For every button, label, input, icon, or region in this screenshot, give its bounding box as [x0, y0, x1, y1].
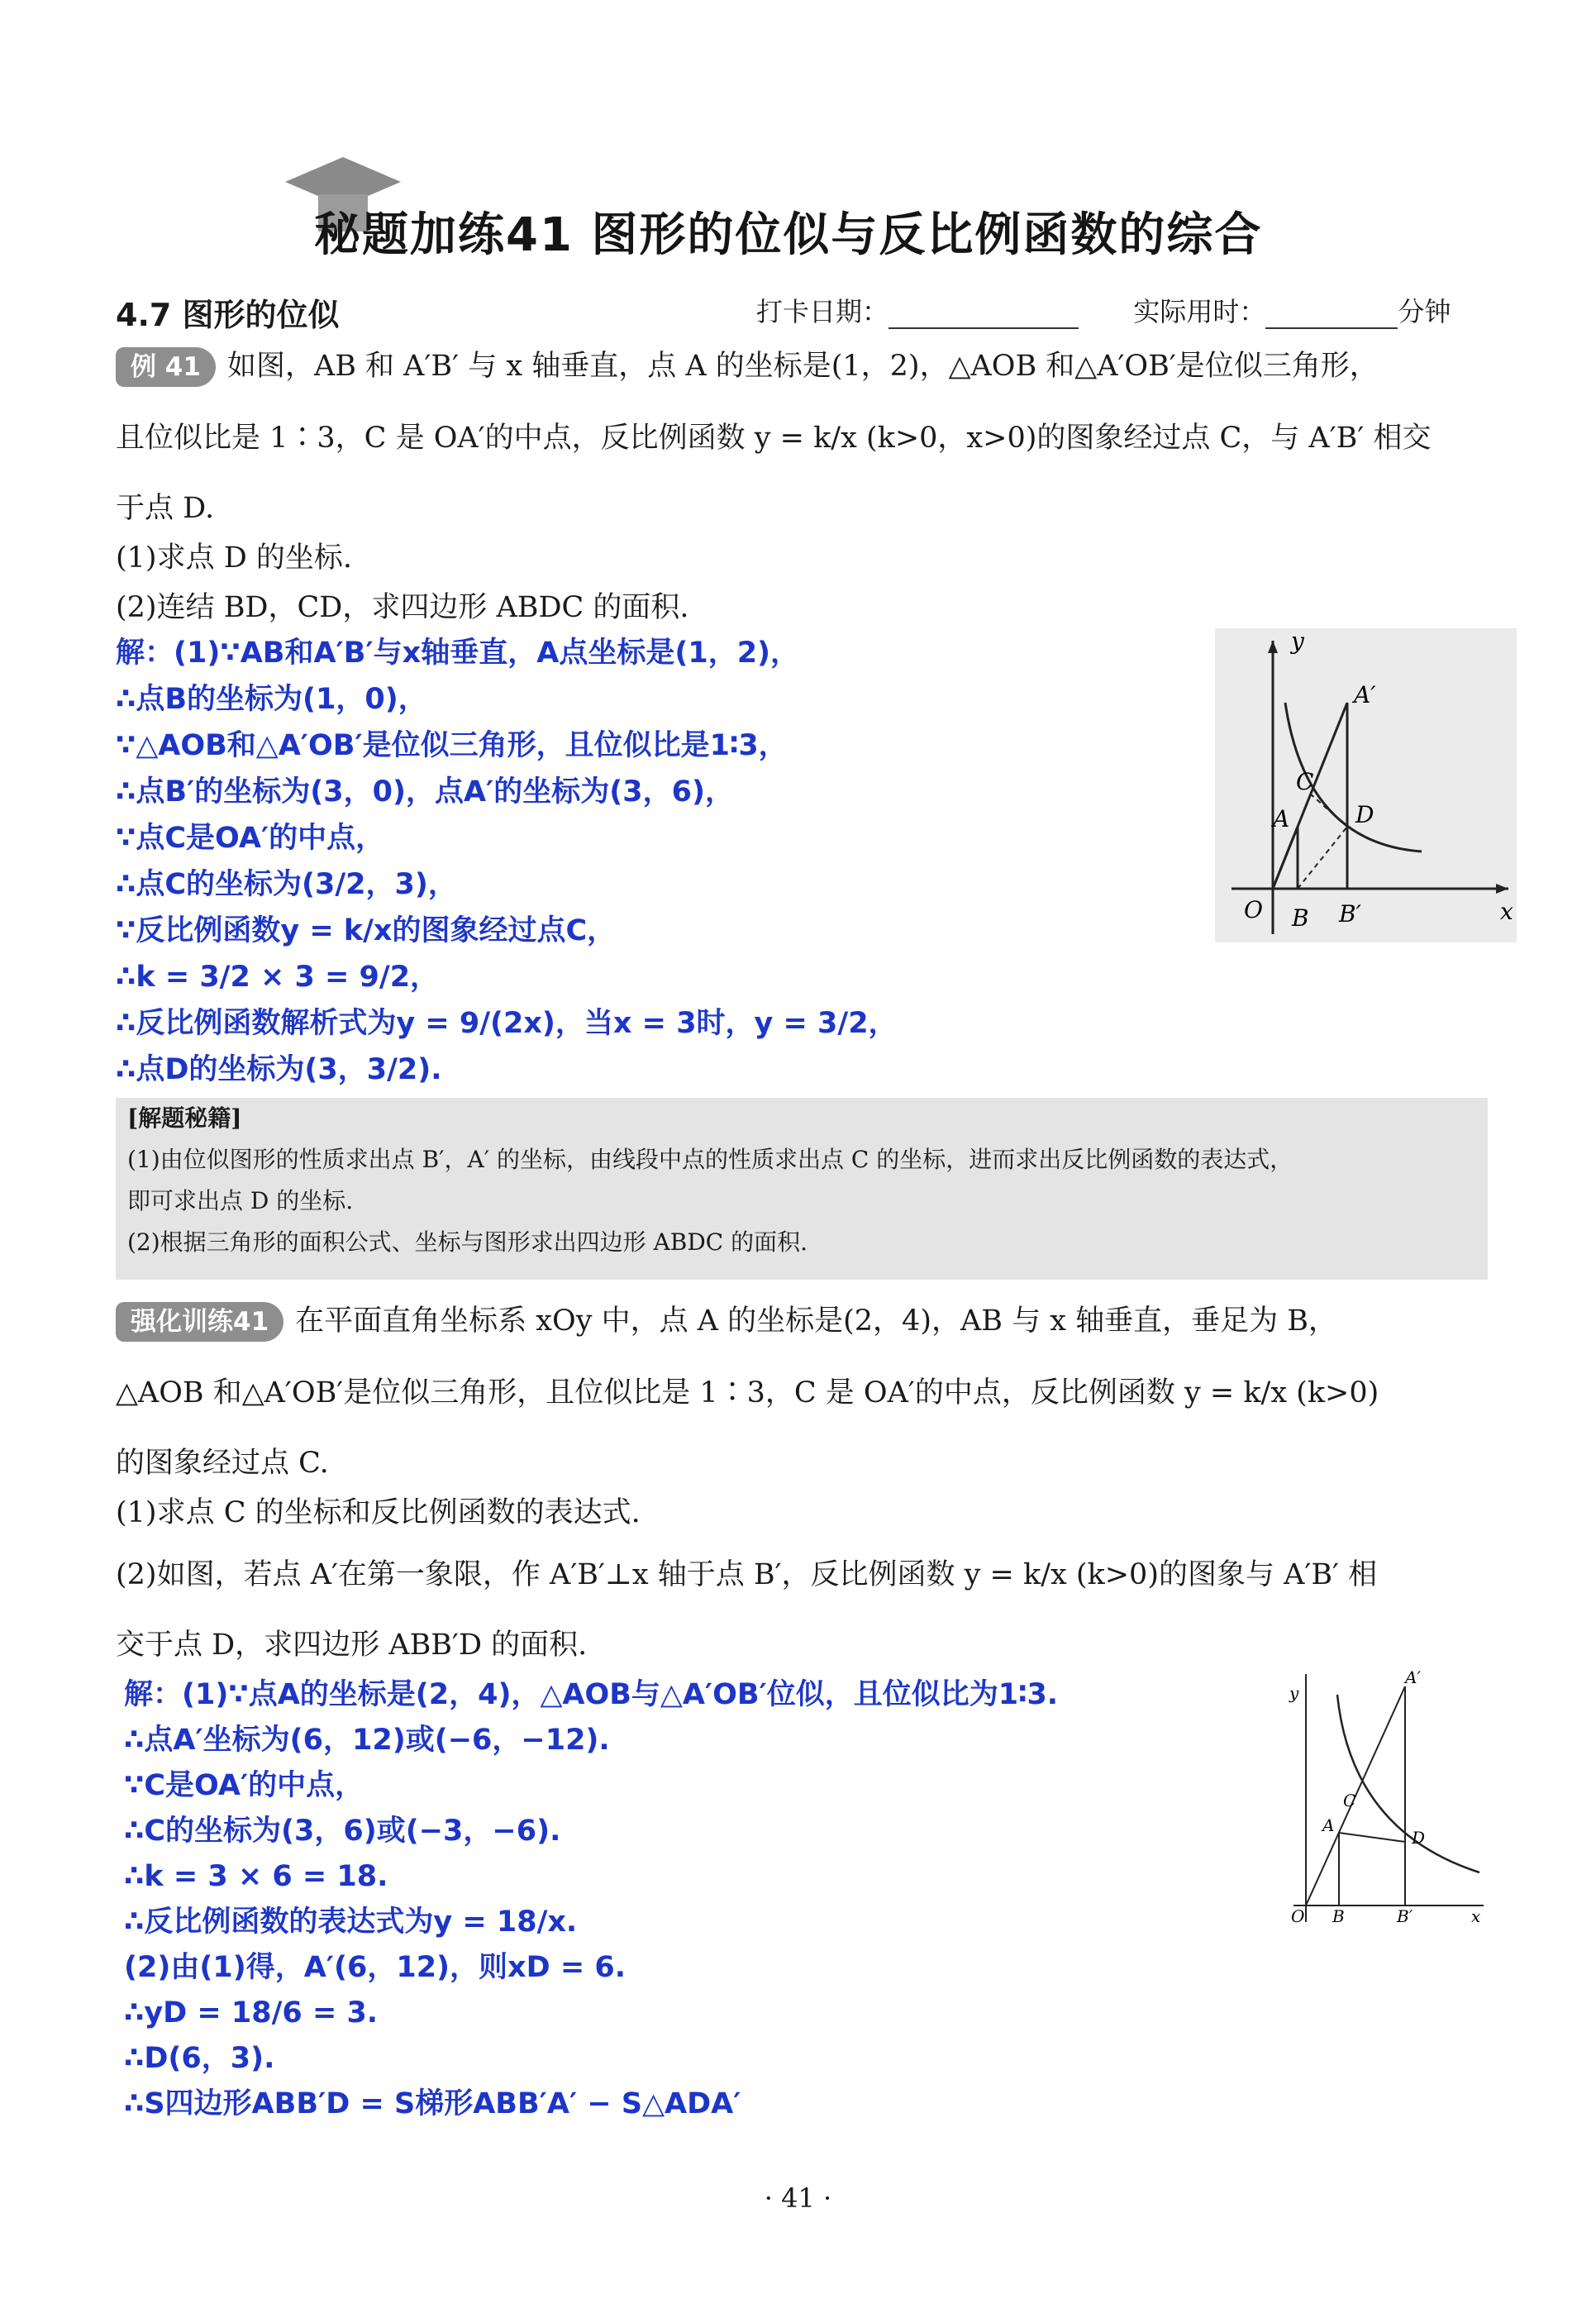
time-used-label: 实际用时：	[1133, 296, 1266, 327]
tips-line: (1)由位似图形的性质求出点 B′，A′ 的坐标，由线段中点的性质求出点 C 的坐标，进而求出反比例函数的表达式，	[127, 1146, 1293, 1173]
section-heading: 4.7 图形的位似	[116, 297, 340, 333]
training-question-1: (1)求点 C 的坐标和反比例函数的表达式.	[116, 1496, 641, 1529]
solution-line: 解：(1)∵AB和A′B′与x轴垂直，A点坐标是(1，2)，	[116, 637, 800, 670]
training-figure-svg	[1273, 1670, 1488, 1934]
example-question-2: (2)连结 BD，CD，求四边形 ABDC 的面积.	[116, 591, 689, 624]
training-solution-line: ∵C是OA′的中点，	[124, 1769, 364, 1802]
solution-line: ∴k = 3/2 × 3 = 9/2，	[116, 961, 440, 994]
solution-line: ∵点C是OA′的中点，	[116, 822, 385, 855]
example-question-1: (1)求点 D 的坐标.	[116, 541, 353, 575]
solution-line: ∴点B的坐标为(1，0)，	[116, 683, 427, 716]
example-figure-svg	[1215, 628, 1517, 942]
example-figure	[1215, 628, 1517, 942]
example-badge: 例 41	[116, 347, 216, 387]
training-figure	[1273, 1670, 1488, 1934]
fig2-label-x: x	[1471, 1906, 1481, 1926]
fig1-label-c: C	[1296, 768, 1314, 795]
time-unit: 分钟	[1398, 296, 1451, 327]
fig2-label-o: O	[1291, 1906, 1305, 1926]
solution-line: ∴点D的坐标为(3，3/2).	[116, 1053, 442, 1086]
training-solution-line: ∴C的坐标为(3，6)或(−3，−6).	[124, 1815, 561, 1848]
training-solution-line: ∴反比例函数的表达式为y = 18/x.	[124, 1905, 578, 1939]
fig2-label-a: A	[1322, 1815, 1335, 1835]
fig1-label-a: A	[1273, 805, 1290, 832]
fig1-label-d: D	[1355, 801, 1374, 828]
training-line: 交于点 D，求四边形 ABB′D 的面积.	[116, 1629, 588, 1662]
fig1-label-b: B	[1292, 904, 1309, 932]
page-number: · 41 ·	[764, 2182, 832, 2214]
solution-line: ∴反比例函数解析式为y = 9/(2x)，当x = 3时，y = 3/2，	[116, 1007, 898, 1040]
training-solution-line: 解：(1)∵点A的坐标是(2，4)，△AOB与△A′OB′位似，且位似比为1∶3.	[124, 1678, 1059, 1711]
training-badge: 强化训练41	[116, 1302, 283, 1342]
example-line: 且位似比是 1∶3，C 是 OA′的中点，反比例函数 y = k/x (k>0，x>0)的图象经过点 C，与 A′B′ 相交	[116, 422, 1432, 455]
training-solution-line: ∴k = 3 × 6 = 18.	[124, 1860, 388, 1893]
training-question-2: (2)如图，若点 A′在第一象限，作 A′B′⊥x 轴于点 B′，反比例函数 y = k/x (k>0)的图象与 A′B′ 相	[116, 1558, 1378, 1591]
fig2-label-y: y	[1289, 1683, 1299, 1703]
example-line: 例 41 如图，AB 和 A′B′ 与 x 轴垂直，点 A 的坐标是(1，2)，△AOB 和△A′OB′是位似三角形，	[116, 347, 1379, 387]
fig1-label-y: y	[1291, 628, 1304, 655]
fig2-label-b: B	[1332, 1906, 1345, 1926]
training-solution-line: ∴yD = 18/6 = 3.	[124, 1996, 379, 2030]
fig2-label-c: C	[1343, 1791, 1356, 1810]
training-line: 的图象经过点 C.	[116, 1447, 329, 1480]
training-solution-line: ∴S四边形ABB′D = S梯形ABB′A′ − S△ADA′	[124, 2087, 741, 2120]
solution-line: ∴点B′的坐标为(3，0)，点A′的坐标为(3，6)，	[116, 775, 734, 808]
tips-line: 即可求出点 D 的坐标.	[127, 1187, 354, 1214]
fig1-label-x: x	[1500, 898, 1513, 925]
time-used-blank[interactable]	[1265, 303, 1398, 329]
fig2-label-d: D	[1412, 1828, 1426, 1848]
checkin-date-label: 打卡日期：	[756, 296, 889, 327]
solution-line: ∵反比例函数y = k/x的图象经过点C，	[116, 914, 617, 947]
checkin-row	[756, 291, 1451, 329]
solution-line: ∵△AOB和△A′OB′是位似三角形，且位似比是1∶3，	[116, 729, 788, 762]
fig2-label-b-prime: B′	[1397, 1906, 1413, 1926]
fig1-label-a-prime: A′	[1354, 681, 1376, 708]
solution-line: ∴点C的坐标为(3/2，3)，	[116, 868, 457, 901]
page-title: 秘题加练41 图形的位似与反比例函数的综合	[314, 208, 1263, 262]
training-line: △AOB 和△A′OB′是位似三角形，且位似比是 1∶3，C 是 OA′的中点，反比例函数 y = k/x (k>0)	[116, 1376, 1379, 1409]
fig2-label-a-prime: A′	[1405, 1670, 1421, 1687]
training-solution-line: ∴D(6，3).	[124, 2042, 275, 2075]
tips-line: (2)根据三角形的面积公式、坐标与图形求出四边形 ABDC 的面积.	[127, 1228, 808, 1256]
example-line: 于点 D.	[116, 492, 215, 525]
fig1-label-o: O	[1244, 896, 1263, 923]
training-solution-line: (2)由(1)得，A′(6，12)，则xD = 6.	[124, 1951, 626, 1984]
tips-box	[116, 1098, 1488, 1280]
training-line: 强化训练41 在平面直角坐标系 xOy 中，点 A 的坐标是(2，4)，AB 与 x 轴垂直，垂足为 B，	[116, 1302, 1337, 1342]
training-solution-line: ∴点A′坐标为(6，12)或(−6，−12).	[124, 1724, 610, 1757]
checkin-date-blank[interactable]	[889, 303, 1079, 329]
tips-heading: [解题秘籍]	[127, 1104, 242, 1132]
fig1-label-b-prime: B′	[1339, 900, 1361, 928]
